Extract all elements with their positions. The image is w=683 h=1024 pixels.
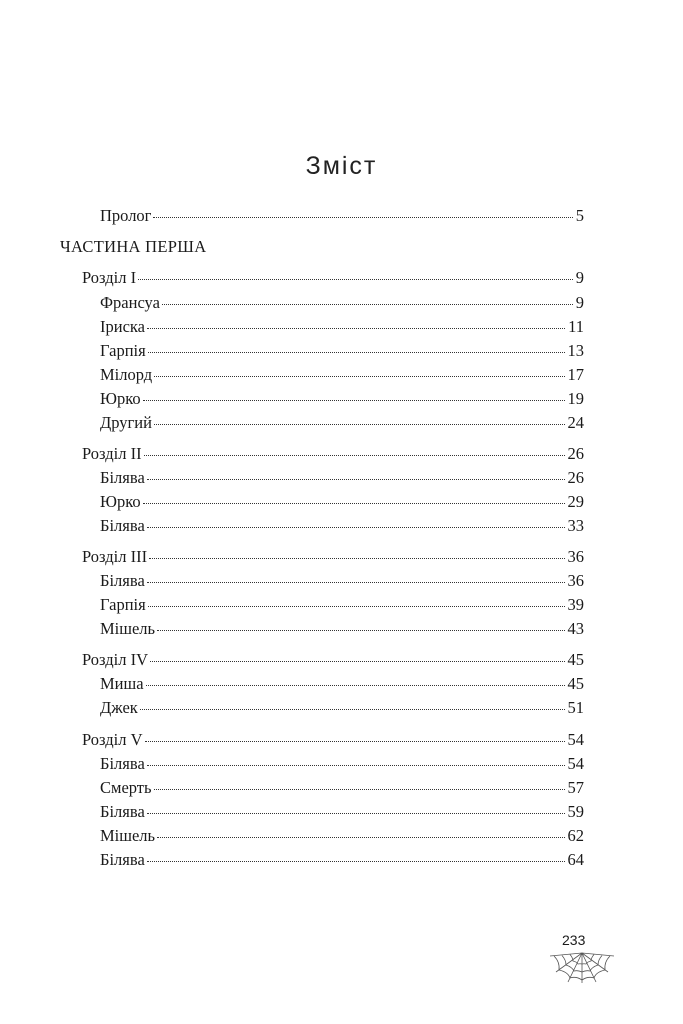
toc-entry-page: 9: [575, 293, 584, 312]
toc-entry-prologue: [100, 205, 584, 227]
toc-entry-label: Іриска: [100, 317, 145, 336]
dot-leader: [154, 423, 565, 425]
toc-entry-section: [100, 849, 584, 871]
toc-entry-chapter: [82, 267, 584, 289]
toc-entry-page: 45: [567, 650, 584, 669]
dot-leader: [147, 478, 565, 480]
toc-entry-section: [100, 491, 584, 513]
toc-entry-section: [100, 673, 584, 695]
toc-entry-page: 11: [568, 317, 584, 336]
toc-entry-page: 54: [567, 754, 584, 773]
toc-entry-section: [100, 618, 584, 640]
toc-entry-label: Розділ II: [82, 444, 142, 463]
page-number: 233: [562, 932, 586, 948]
page-title: Зміст: [305, 152, 378, 180]
dot-leader: [140, 708, 565, 710]
toc-entry-page: 26: [567, 444, 584, 463]
dot-leader: [148, 605, 565, 607]
toc-entry-page: 24: [567, 413, 584, 432]
dot-leader: [145, 740, 565, 742]
toc-entry-page: 19: [567, 389, 584, 408]
toc-entry-section: [100, 753, 584, 775]
toc-entry-label: Миша: [100, 674, 144, 693]
toc-entry-section: [100, 777, 584, 799]
toc-entry-section: [100, 340, 584, 362]
toc-entry-section: [100, 570, 584, 592]
dot-leader: [143, 502, 565, 504]
dot-leader: [147, 764, 565, 766]
toc-entry-page: 29: [567, 492, 584, 511]
toc-entry-section: [100, 292, 584, 314]
toc-entry-page: 45: [567, 674, 584, 693]
toc-entry-page: 5: [575, 206, 584, 225]
toc-entry-page: 13: [567, 341, 584, 360]
toc-entry-label: Білява: [100, 516, 145, 535]
toc-entry-page: 43: [567, 619, 584, 638]
toc-entry-page: 62: [567, 826, 584, 845]
toc-entry-label: Смерть: [100, 778, 152, 797]
toc-entry-label: Гарпія: [100, 341, 146, 360]
dot-leader: [153, 216, 572, 218]
toc-entry-chapter: [82, 546, 584, 568]
spider-web-icon: [548, 952, 616, 984]
toc-entry-page: 59: [567, 802, 584, 821]
toc-entry-label: Мішель: [100, 826, 156, 845]
toc-entry-page: 36: [567, 571, 584, 590]
toc-entry-label: Гарпія: [100, 595, 146, 614]
dot-leader: [147, 581, 565, 583]
toc-entry-label: Білява: [100, 571, 145, 590]
dot-leader: [154, 375, 564, 377]
toc-entry-label: Білява: [100, 850, 145, 869]
dot-leader: [157, 629, 564, 631]
dot-leader: [143, 399, 565, 401]
toc-entry-page: 33: [567, 516, 584, 535]
toc-entry-label: Розділ III: [82, 547, 148, 566]
toc-entry-label: Розділ IV: [82, 650, 148, 669]
dot-leader: [162, 303, 573, 305]
dot-leader: [157, 836, 564, 838]
dot-leader: [147, 327, 565, 329]
dot-leader: [144, 454, 565, 456]
toc-entry-section: [100, 825, 584, 847]
dot-leader: [147, 860, 565, 862]
dot-leader: [146, 684, 565, 686]
toc-entry-page: 39: [567, 595, 584, 614]
dot-leader: [149, 557, 564, 559]
toc-entry-label: Пролог: [100, 206, 152, 225]
toc-entry-label: Юрко: [100, 492, 141, 511]
dot-leader: [148, 351, 565, 353]
toc-entry-section: [100, 364, 584, 386]
toc-entry-label: Розділ V: [82, 730, 143, 749]
toc-entry-page: 36: [567, 547, 584, 566]
toc-entry-label: Білява: [100, 802, 145, 821]
dot-leader: [147, 812, 565, 814]
toc-entry-page: 64: [567, 850, 584, 869]
toc-entry-label: Юрко: [100, 389, 141, 408]
toc-entry-page: 9: [575, 268, 584, 287]
toc-entry-section: [100, 412, 584, 434]
dot-leader: [154, 788, 565, 790]
toc-entry-chapter: [82, 729, 584, 751]
dot-leader: [150, 660, 565, 662]
toc-entry-page: 17: [567, 365, 584, 384]
toc-entry-chapter: [82, 649, 584, 671]
toc-entry-chapter: [82, 443, 584, 465]
toc-entry-label: Мішель: [100, 619, 156, 638]
toc-entry-label: Франсуа: [100, 293, 160, 312]
toc-entry-page: 51: [567, 698, 584, 717]
toc-entry-section: [100, 697, 584, 719]
toc-entry-page: 26: [567, 468, 584, 487]
toc-entry-label: Білява: [100, 754, 145, 773]
toc-entry-section: [100, 467, 584, 489]
toc-entry-label: Мілорд: [100, 365, 153, 384]
toc-entry-label: Розділ I: [82, 268, 137, 287]
dot-leader: [138, 278, 573, 280]
part-heading: ЧАСТИНА ПЕРША: [60, 237, 207, 256]
toc-entry-section: [100, 515, 584, 537]
toc-entry-section: [100, 388, 584, 410]
toc-entry-label: Джек: [100, 698, 138, 717]
toc-entry-section: [100, 316, 584, 338]
toc-entry-label: Білява: [100, 468, 145, 487]
dot-leader: [147, 526, 565, 528]
toc-entry-section: [100, 801, 584, 823]
toc-entry-page: 54: [567, 730, 584, 749]
toc-entry-page: 57: [567, 778, 584, 797]
toc-entry-section: [100, 594, 584, 616]
toc-entry-label: Другий: [100, 413, 152, 432]
